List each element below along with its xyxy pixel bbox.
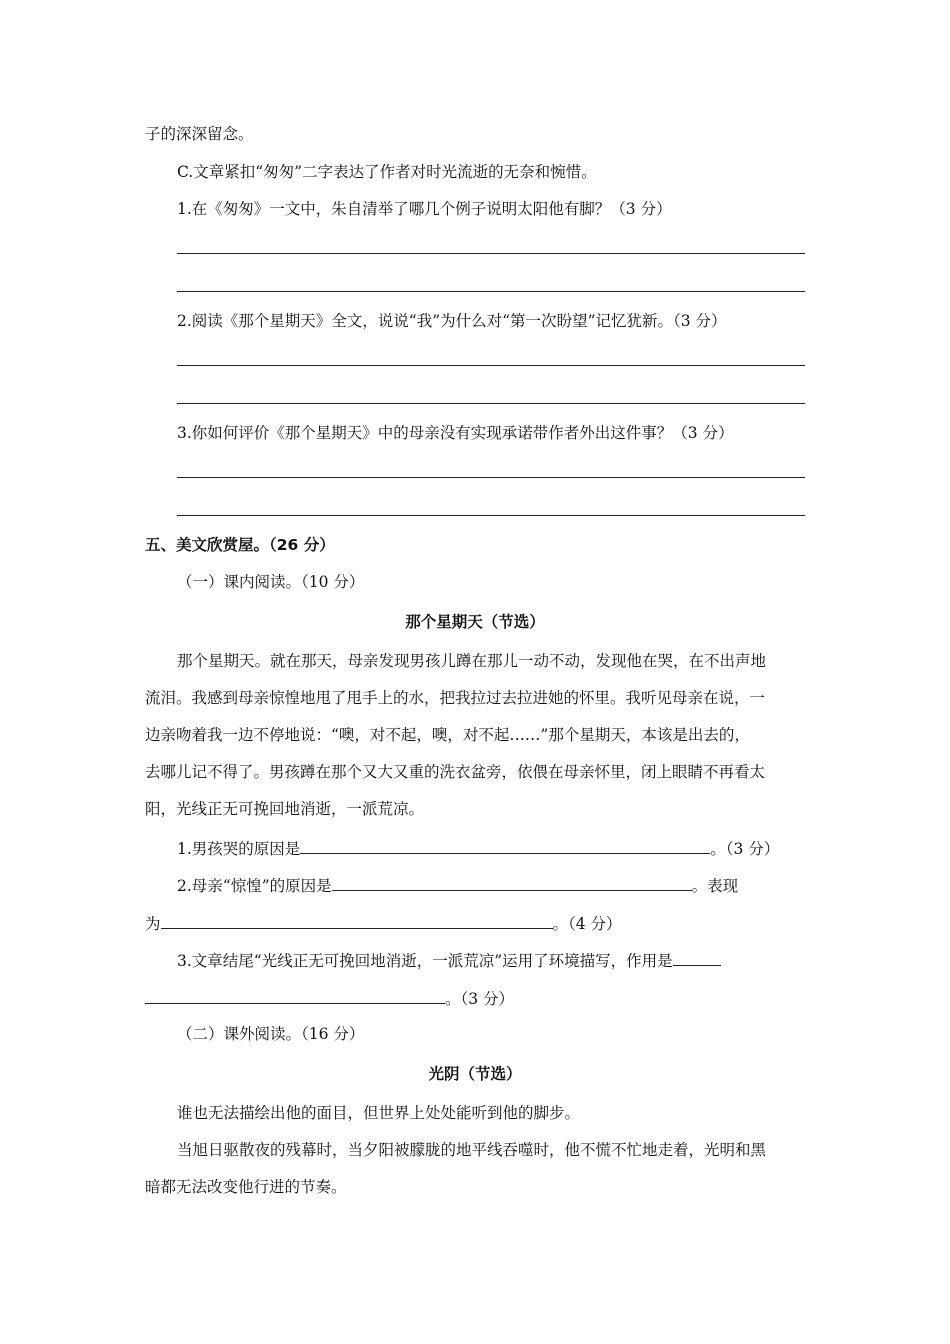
answer-blank[interactable] (161, 912, 553, 929)
passage-line: 阳，光线正无可挽回地消逝，一派荒凉。 (145, 800, 425, 818)
question-2: 2.阅读《那个星期天》全文，说说“我”为什么对“第一次盼望”记忆犹新。（3 分） (177, 312, 727, 330)
question-text: 。表现 (691, 877, 739, 895)
question-text: 3.文章结尾“光线正无可挽回地消逝，一派荒凉”运用了环境描写，作用是 (177, 952, 673, 970)
passage-line: 流泪。我感到母亲惊惶地甩了甩手上的水，把我拉过去拉进她的怀里。我听见母亲在说，一 (145, 689, 766, 707)
answer-line[interactable] (177, 253, 805, 254)
question-text: 为 (145, 915, 161, 933)
part-label: （一）课内阅读。（10 分） (177, 573, 365, 591)
fill-question-3 (177, 949, 721, 971)
answer-line[interactable] (177, 515, 805, 516)
fill-question-2 (177, 874, 738, 896)
fill-question-2-cont (145, 912, 622, 934)
section-heading: 五、美文欣赏屋。（26 分） (145, 536, 335, 554)
answer-line[interactable] (177, 365, 805, 366)
fill-question-3-cont (145, 987, 514, 1009)
question-3: 3.你如何评价《那个星期天》中的母亲没有实现承诺带作者外出这件事？（3 分） (177, 424, 734, 442)
passage-title: 那个星期天（节选） (405, 613, 545, 631)
answer-line[interactable] (177, 477, 805, 478)
passage-line: 谁也无法描绘出他的面目，但世界上处处能听到他的脚步。 (177, 1104, 581, 1122)
passage-line: 去哪儿记不得了。男孩蹲在那个又大又重的洗衣盆旁，依偎在母亲怀里，闭上眼睛不再看太 (145, 763, 766, 781)
passage-line: 暗都无法改变他行进的节奏。 (145, 1178, 347, 1196)
question-1: 1.在《匆匆》一文中，朱自清举了哪几个例子说明太阳他有脚？（3 分） (177, 200, 672, 218)
answer-blank[interactable] (145, 987, 445, 1004)
option-c: C.文章紧扣“匆匆”二字表达了作者对时光流逝的无奈和惋惜。 (177, 163, 597, 181)
question-text: 2.母亲“惊惶”的原因是 (177, 877, 332, 895)
answer-line[interactable] (177, 291, 805, 292)
answer-blank[interactable] (332, 874, 692, 891)
fill-question-1 (177, 837, 779, 859)
passage-title: 光阴（节选） (428, 1065, 522, 1083)
answer-blank[interactable] (673, 949, 721, 966)
continued-text: 子的深深留念。 (145, 125, 254, 143)
passage-line: 那个星期天。就在那天，母亲发现男孩儿蹲在那儿一动不动，发现他在哭，在不出声地 (177, 652, 767, 670)
passage-line: 当旭日驱散夜的残幕时，当夕阳被朦胧的地平线吞噬时，他不慌不忙地走着，光明和黑 (177, 1141, 767, 1159)
question-text: 1.男孩哭的原因是 (177, 840, 301, 858)
score-note: 。（3 分） (445, 990, 515, 1008)
part-label: （二）课外阅读。（16 分） (177, 1025, 365, 1043)
answer-line[interactable] (177, 403, 805, 404)
passage-line: 边亲吻着我一边不停地说：“噢，对不起，噢，对不起……”那个星期天，本该是出去的， (145, 726, 750, 744)
score-note: 。（3 分） (710, 840, 780, 858)
score-note: 。（4 分） (552, 915, 622, 933)
answer-blank[interactable] (300, 837, 710, 854)
